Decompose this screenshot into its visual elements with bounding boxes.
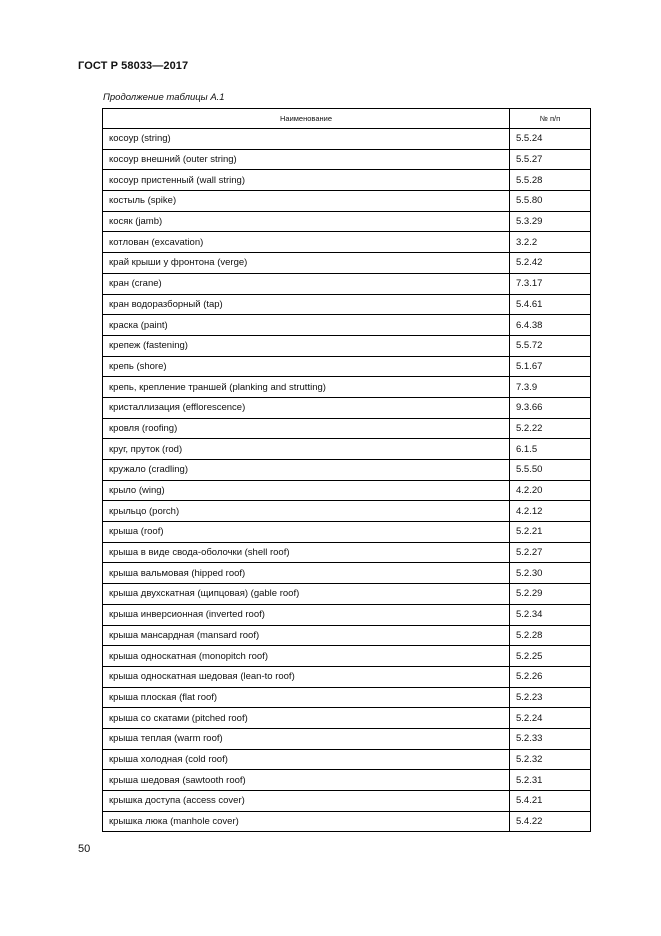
term-number-cell: 5.2.28: [510, 625, 591, 646]
term-name-cell: костыль (spike): [103, 191, 510, 212]
table-row: [103, 811, 591, 832]
table-row: [103, 149, 591, 170]
table-row: [103, 211, 591, 232]
term-name-cell: крыша двухскатная (щипцовая) (gable roof): [103, 584, 510, 605]
term-number-cell: 5.2.31: [510, 770, 591, 791]
term-number-cell: 5.2.27: [510, 542, 591, 563]
table-row: [103, 377, 591, 398]
table-row: [103, 584, 591, 605]
term-number-cell: 6.4.38: [510, 315, 591, 336]
table-row: [103, 460, 591, 481]
term-name-cell: краска (paint): [103, 315, 510, 336]
term-number-cell: 5.4.22: [510, 811, 591, 832]
term-name-cell: крыша (roof): [103, 522, 510, 543]
term-name-cell: кружало (cradling): [103, 460, 510, 481]
table-body: [103, 129, 591, 832]
term-name-cell: крыша теплая (warm roof): [103, 728, 510, 749]
table-row: [103, 687, 591, 708]
table-row: [103, 253, 591, 274]
table-row: [103, 666, 591, 687]
table-row: [103, 170, 591, 191]
term-number-cell: 5.2.24: [510, 708, 591, 729]
term-number-cell: 9.3.66: [510, 397, 591, 418]
term-name-cell: край крыши у фронтона (verge): [103, 253, 510, 274]
table-row: [103, 749, 591, 770]
table-row: [103, 418, 591, 439]
term-number-cell: 5.2.25: [510, 646, 591, 667]
term-name-cell: косоур (string): [103, 129, 510, 150]
table-row: [103, 522, 591, 543]
term-name-cell: крыло (wing): [103, 480, 510, 501]
term-name-cell: крепеж (fastening): [103, 335, 510, 356]
term-name-cell: кран (crane): [103, 273, 510, 294]
term-number-cell: 5.2.42: [510, 253, 591, 274]
term-number-cell: 4.2.20: [510, 480, 591, 501]
page-number: 50: [78, 843, 91, 855]
term-number-cell: 5.3.29: [510, 211, 591, 232]
term-name-cell: кровля (roofing): [103, 418, 510, 439]
term-number-cell: 5.5.50: [510, 460, 591, 481]
term-number-cell: 6.1.5: [510, 439, 591, 460]
table-header-row: [103, 109, 591, 129]
table-row: [103, 439, 591, 460]
term-name-cell: крыльцо (porch): [103, 501, 510, 522]
table-row: [103, 480, 591, 501]
term-name-cell: крыша односкатная шедовая (lean-to roof): [103, 666, 510, 687]
table-row: [103, 356, 591, 377]
term-name-cell: крыша холодная (cold roof): [103, 749, 510, 770]
term-name-cell: крепь, крепление траншей (planking and strutting): [103, 377, 510, 398]
term-number-cell: 5.5.28: [510, 170, 591, 191]
table-row: [103, 770, 591, 791]
term-name-cell: косяк (jamb): [103, 211, 510, 232]
term-number-cell: 5.2.23: [510, 687, 591, 708]
term-number-cell: 5.5.80: [510, 191, 591, 212]
term-name-cell: крыша инверсионная (inverted roof): [103, 604, 510, 625]
term-name-cell: крыша мансардная (mansard roof): [103, 625, 510, 646]
table-row: [103, 542, 591, 563]
term-name-cell: кран водоразборный (tap): [103, 294, 510, 315]
table-row: [103, 563, 591, 584]
term-number-cell: 4.2.12: [510, 501, 591, 522]
term-name-cell: косоур пристенный (wall string): [103, 170, 510, 191]
term-name-cell: крышка люка (manhole cover): [103, 811, 510, 832]
term-number-cell: 5.2.32: [510, 749, 591, 770]
table-row: [103, 191, 591, 212]
term-number-cell: 7.3.17: [510, 273, 591, 294]
table-row: [103, 708, 591, 729]
column-header-number: № п/п: [510, 109, 591, 129]
term-number-cell: 5.4.21: [510, 791, 591, 812]
table-row: [103, 129, 591, 150]
term-name-cell: крыша со скатами (pitched roof): [103, 708, 510, 729]
term-name-cell: крыша односкатная (monopitch roof): [103, 646, 510, 667]
term-name-cell: крышка доступа (access cover): [103, 791, 510, 812]
term-name-cell: крепь (shore): [103, 356, 510, 377]
term-number-cell: 5.4.61: [510, 294, 591, 315]
table-row: [103, 604, 591, 625]
term-number-cell: 5.2.30: [510, 563, 591, 584]
term-name-cell: котлован (excavation): [103, 232, 510, 253]
table-row: [103, 335, 591, 356]
column-header-name: Наименование: [103, 109, 510, 129]
table-row: [103, 728, 591, 749]
table-row: [103, 315, 591, 336]
table-row: [103, 273, 591, 294]
table-row: [103, 501, 591, 522]
table-row: [103, 397, 591, 418]
term-name-cell: крыша шедовая (sawtooth roof): [103, 770, 510, 791]
term-number-cell: 5.5.72: [510, 335, 591, 356]
term-name-cell: круг, пруток (rod): [103, 439, 510, 460]
term-name-cell: крыша вальмовая (hipped roof): [103, 563, 510, 584]
terms-table: [102, 108, 591, 832]
term-number-cell: 7.3.9: [510, 377, 591, 398]
table-row: [103, 232, 591, 253]
term-number-cell: 5.2.26: [510, 666, 591, 687]
table-row: [103, 791, 591, 812]
term-number-cell: 5.2.22: [510, 418, 591, 439]
table-row: [103, 294, 591, 315]
term-number-cell: 5.2.29: [510, 584, 591, 605]
term-number-cell: 5.1.67: [510, 356, 591, 377]
table-row: [103, 625, 591, 646]
term-number-cell: 5.5.24: [510, 129, 591, 150]
table-row: [103, 646, 591, 667]
document-header: ГОСТ Р 58033—2017: [78, 60, 189, 72]
term-number-cell: 5.2.33: [510, 728, 591, 749]
term-name-cell: косоур внешний (outer string): [103, 149, 510, 170]
term-name-cell: крыша в виде свода-оболочки (shell roof): [103, 542, 510, 563]
term-number-cell: 5.5.27: [510, 149, 591, 170]
table-caption: Продолжение таблицы А.1: [103, 92, 225, 103]
term-number-cell: 5.2.34: [510, 604, 591, 625]
term-number-cell: 5.2.21: [510, 522, 591, 543]
term-number-cell: 3.2.2: [510, 232, 591, 253]
term-name-cell: кристаллизация (efflorescence): [103, 397, 510, 418]
term-name-cell: крыша плоская (flat roof): [103, 687, 510, 708]
